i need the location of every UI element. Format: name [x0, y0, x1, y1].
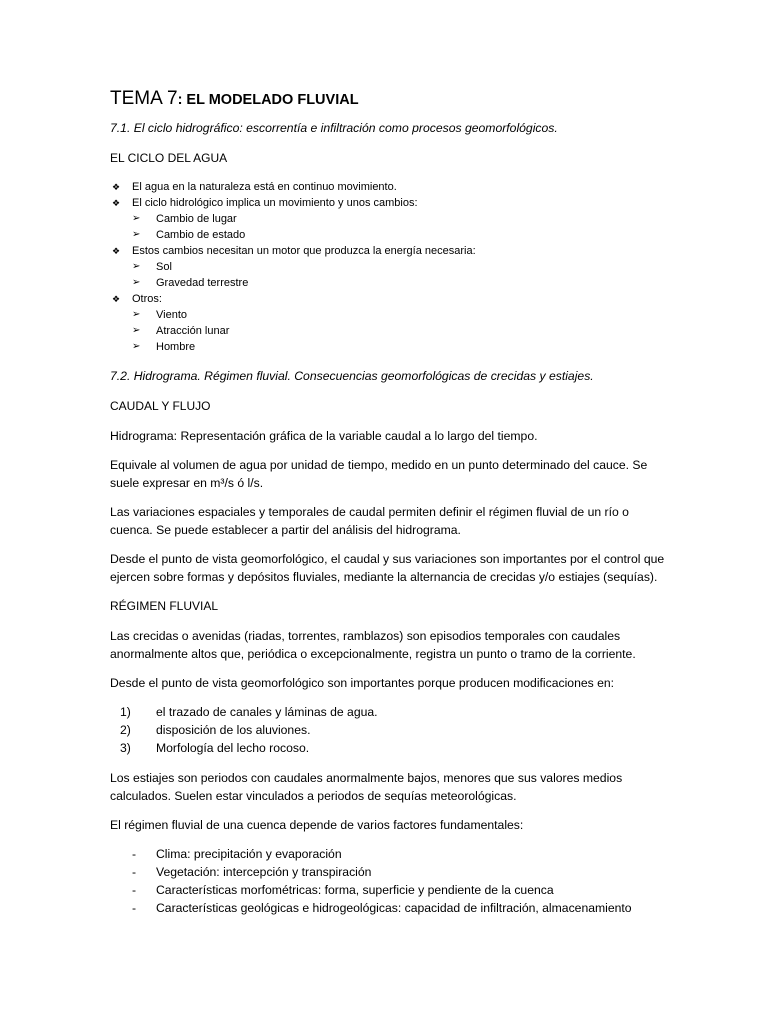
- list-item-text: Clima: precipitación y evaporación: [156, 847, 342, 861]
- list-item: [110, 863, 670, 881]
- list-item-text: Características geológicas e hidrogeológicas: capacidad de infiltración, almacenamiento: [156, 901, 632, 915]
- list-item-text: el trazado de canales y láminas de agua.: [156, 705, 378, 719]
- list-item: [110, 179, 670, 195]
- list-item: [110, 739, 670, 757]
- sub-list-item: ➢ Cambio de lugar: [132, 211, 670, 227]
- page-title: [110, 86, 670, 113]
- regimen-heading: RÉGIMEN FLUVIAL: [110, 599, 219, 613]
- dash-marker: -: [132, 865, 137, 879]
- list-item-text: Morfología del lecho rocoso.: [156, 741, 310, 755]
- document-body: [110, 86, 670, 917]
- list-item: [110, 243, 670, 291]
- sub-list-item: ➢ Sol: [132, 259, 670, 275]
- section-heading-7-1: 7.1. El ciclo hidrográfico: escorrentía e infiltración como procesos geomorfológicos.: [110, 121, 558, 135]
- sub-list-item: ➢ Cambio de estado: [132, 227, 670, 243]
- dash-marker: -: [132, 901, 137, 915]
- list-item: [110, 899, 670, 917]
- paragraph: Desde el punto de vista geomorfológico, el caudal y sus variaciones son importantes por el control que ejercen sobre formas y depósitos fluviales, mediante la alternancia de crecidas y/o estiajes (sequías).: [110, 552, 665, 584]
- caudal-heading: CAUDAL Y FLUJO: [110, 399, 211, 413]
- list-item-text: Vegetación: intercepción y transpiración: [156, 865, 372, 879]
- list-item: [110, 721, 670, 739]
- list-item: [110, 845, 670, 863]
- sub-list-item: ➢ Viento: [132, 307, 670, 323]
- sub-list: [132, 211, 670, 243]
- list-number: 1): [120, 705, 131, 719]
- modificaciones-list: [110, 703, 670, 757]
- paragraph: Equivale al volumen de agua por unidad de tiempo, medido en un punto determinado del cauce. Se suele expresar en m³/s ó l/s.: [110, 458, 648, 490]
- title-text: : EL MODELADO FLUVIAL: [177, 92, 359, 108]
- list-item-text: Otros:: [132, 293, 162, 305]
- sub-list-item: ➢ Hombre: [132, 339, 670, 355]
- paragraph: El régimen fluvial de una cuenca depende de varios factores fundamentales:: [110, 818, 524, 832]
- paragraph: Desde el punto de vista geomorfológico son importantes porque producen modificaciones en:: [110, 676, 615, 690]
- paragraph: Las crecidas o avenidas (riadas, torrentes, ramblazos) son episodios temporales con caudales anormalmente altos que, periódica o excepcionalmente, registra un punto o tramo de la corriente.: [110, 629, 636, 661]
- list-number: 3): [120, 741, 131, 755]
- list-number: 2): [120, 723, 131, 737]
- section-heading-7-2: 7.2. Hidrograma. Régimen fluvial. Consecuencias geomorfológicas de crecidas y estiajes.: [110, 369, 594, 383]
- title-number: TEMA 7: [110, 88, 178, 109]
- paragraph: Las variaciones espaciales y temporales de caudal permiten definir el régimen fluvial de un río o cuenca. Se puede establecer a partir del análisis del hidrograma.: [110, 505, 629, 537]
- list-item: [110, 703, 670, 721]
- list-item-text: Estos cambios necesitan un motor que produzca la energía necesaria:: [132, 245, 476, 257]
- ciclo-del-agua-heading: EL CICLO DEL AGUA: [110, 151, 228, 165]
- list-item-text: El agua en la naturaleza está en continuo movimiento.: [132, 181, 397, 193]
- list-item: [110, 291, 670, 355]
- list-item-text: El ciclo hidrológico implica un movimiento y unos cambios:: [132, 197, 418, 209]
- dash-marker: -: [132, 883, 137, 897]
- sub-list-item: ➢ Gravedad terrestre: [132, 275, 670, 291]
- dash-marker: -: [132, 847, 137, 861]
- ciclo-list: [110, 179, 670, 355]
- paragraph: Hidrograma: Representación gráfica de la variable caudal a lo largo del tiempo.: [110, 429, 538, 443]
- list-item-text: disposición de los aluviones.: [156, 723, 311, 737]
- list-item: [110, 881, 670, 899]
- paragraph: Los estiajes son periodos con caudales anormalmente bajos, menores que sus valores medios calculados. Suelen estar vinculados a periodos de sequías meteorológicas.: [110, 771, 623, 803]
- list-item-text: Características morfométricas: forma, superficie y pendiente de la cuenca: [156, 883, 554, 897]
- factores-list: [110, 845, 670, 917]
- sub-list-item: ➢ Atracción lunar: [132, 323, 670, 339]
- sub-list: [132, 259, 670, 291]
- list-item: [110, 195, 670, 243]
- sub-list: [132, 307, 670, 355]
